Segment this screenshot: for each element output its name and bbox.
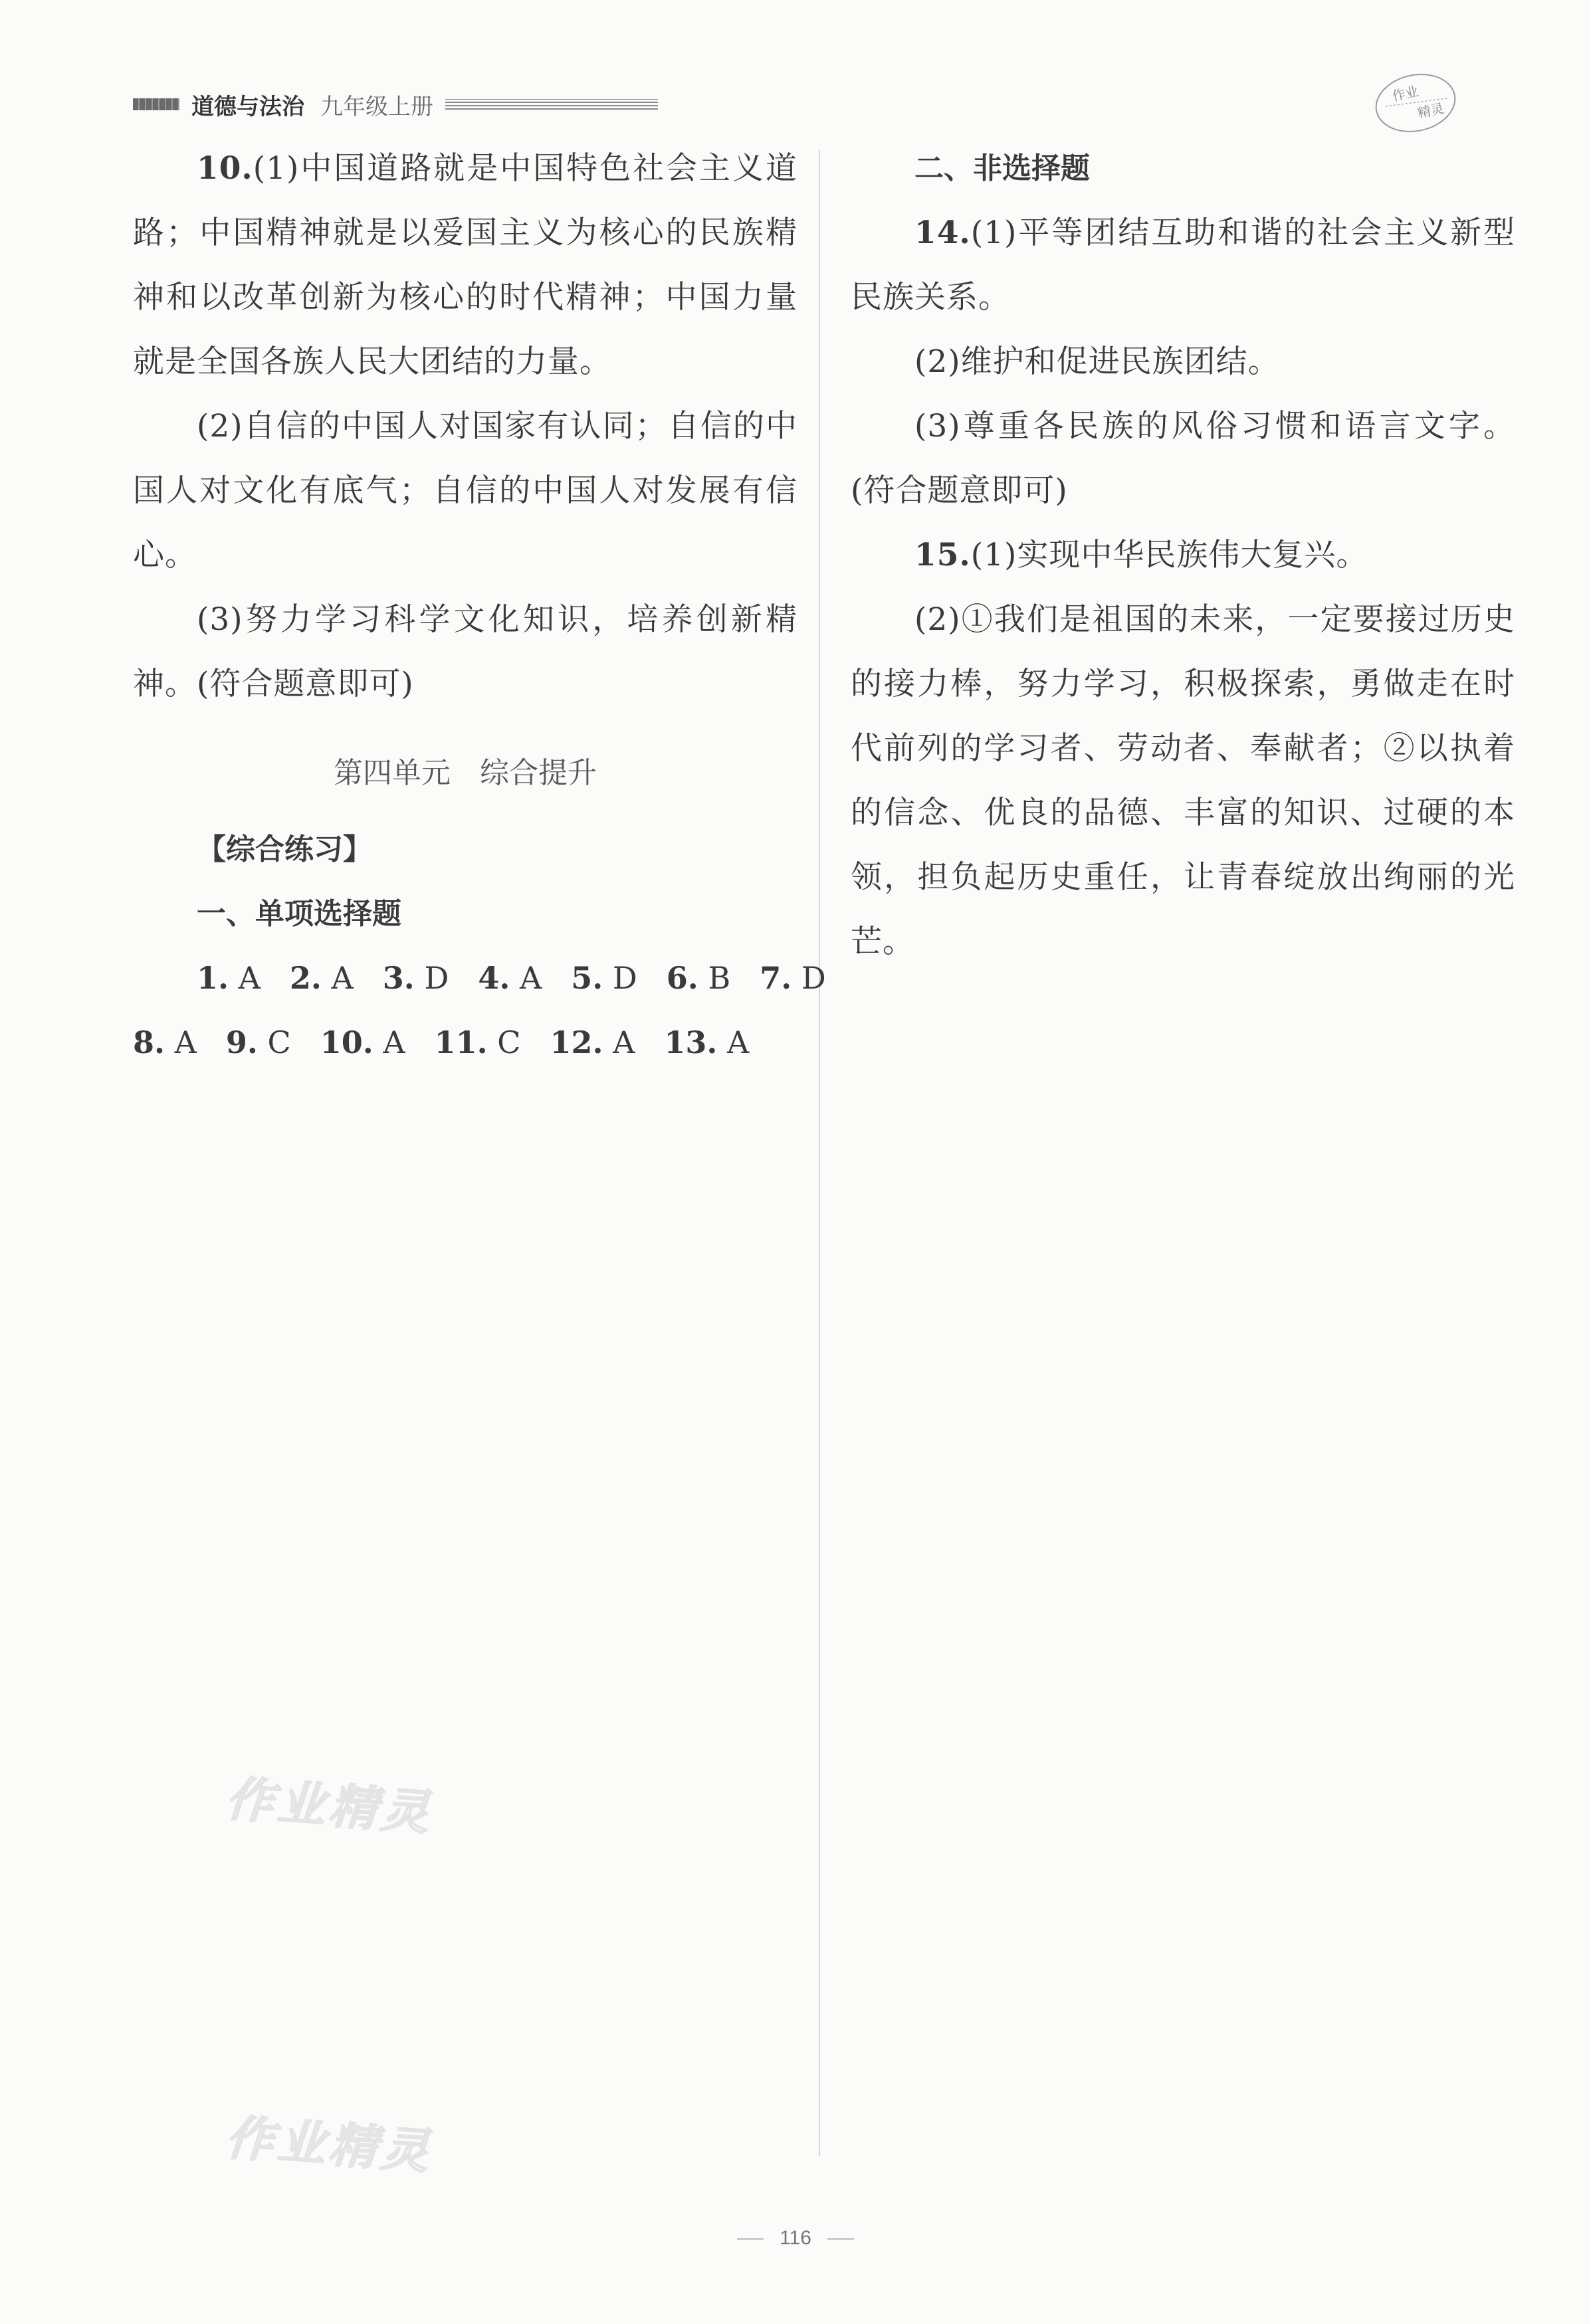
section1-title: 一、单项选择题 xyxy=(197,897,401,931)
answer-item xyxy=(550,1011,635,1075)
answers-row-1 xyxy=(133,946,826,1011)
q14-part1-text: (1)平等团结互助和谐的社会主义新型民族关系。 xyxy=(851,215,1515,316)
answer-choice: D xyxy=(424,960,449,996)
q14-number: 14. xyxy=(914,215,971,251)
q15-number: 15. xyxy=(914,537,971,573)
section2-title: 二、非选择题 xyxy=(914,151,1090,185)
q14-part2: (2)维护和促进民族团结。 xyxy=(914,343,1280,380)
q10-part3: (3)努力学习科学文化知识，培养创新精神。(符合题意即可) xyxy=(133,601,797,702)
answer-choice: A xyxy=(238,960,261,996)
page-number: 116 xyxy=(780,2227,811,2249)
answer-choice: C xyxy=(497,1024,521,1060)
answer-choice: A xyxy=(331,960,354,996)
answer-item xyxy=(435,1011,521,1075)
column-divider xyxy=(819,149,820,2156)
answer-item xyxy=(383,946,449,1011)
answer-choice: C xyxy=(267,1024,291,1060)
q15-part1-text: (1)实现中华民族伟大复兴。 xyxy=(970,537,1368,573)
watermark-2: 作业精灵 xyxy=(224,2109,435,2180)
answer-item xyxy=(760,946,826,1011)
answer-number: 7. xyxy=(760,960,792,996)
q15-part1 xyxy=(851,523,1515,587)
stamp-line2: 精灵 xyxy=(1416,100,1445,122)
q15-part2: (2)①我们是祖国的未来，一定要接过历史的接力棒，努力学习，积极探索，勇做走在时代前列的学习者、劳动者、奉献者；②以执着的信念、优良的品德、丰富的知识、过硬的本领，担负起历史重任，让青春绽放出绚丽的光芒。 xyxy=(851,601,1515,960)
answer-choice: D xyxy=(801,960,826,996)
header-rule-decoration xyxy=(445,99,658,110)
answer-choice: B xyxy=(708,960,731,996)
right-column xyxy=(851,136,1515,974)
footer-dash-left xyxy=(737,2238,764,2240)
answer-choice: A xyxy=(383,1024,405,1060)
header-bar-decoration xyxy=(133,98,179,110)
q14-part3: (3)尊重各民族的风俗习惯和语言文字。(符合题意即可) xyxy=(851,408,1515,509)
answer-choice: A xyxy=(519,960,542,996)
left-column xyxy=(133,136,826,1075)
q10-part1-text: (1)中国道路就是中国特色社会主义道路；中国精神就是以爱国主义为核心的民族精神和以改革创新为核心的时代精神；中国力量就是全国各族人民大团结的力量。 xyxy=(133,150,797,380)
answers-row-2 xyxy=(133,1011,797,1075)
answer-item xyxy=(226,1011,291,1075)
answer-number: 13. xyxy=(664,1024,718,1060)
answer-item xyxy=(133,1011,197,1075)
answer-item xyxy=(571,946,637,1011)
running-header xyxy=(133,88,658,121)
page-footer xyxy=(0,2227,1591,2250)
answer-number: 4. xyxy=(478,960,510,996)
answer-item xyxy=(667,946,730,1011)
q14-part1 xyxy=(851,201,1515,330)
stamp-line1: 作业 xyxy=(1390,82,1420,104)
q10-number: 10. xyxy=(197,150,253,187)
answer-number: 3. xyxy=(382,960,415,996)
stamp-logo xyxy=(1369,66,1462,140)
answer-number: 9. xyxy=(225,1024,258,1060)
answer-number: 10. xyxy=(320,1024,373,1060)
q10-part1 xyxy=(133,136,797,394)
answer-choice: A xyxy=(613,1024,635,1060)
answer-item xyxy=(664,1011,749,1075)
answer-item xyxy=(290,946,354,1011)
answer-number: 6. xyxy=(666,960,698,996)
header-grade: 九年级上册 xyxy=(320,93,433,120)
answer-number: 12. xyxy=(550,1024,603,1060)
answer-number: 1. xyxy=(197,960,229,996)
answer-choice: A xyxy=(174,1024,197,1060)
answer-number: 8. xyxy=(133,1024,165,1060)
practice-title: 【综合练习】 xyxy=(197,832,372,866)
answer-item xyxy=(320,1011,405,1075)
unit-title: 第四单元 综合提升 xyxy=(334,756,597,790)
q10-part2: (2)自信的中国人对国家有认同；自信的中国人对文化有底气；自信的中国人对发展有信心。 xyxy=(133,408,797,573)
answer-item xyxy=(197,946,261,1011)
answer-choice: A xyxy=(727,1024,750,1060)
answer-number: 2. xyxy=(289,960,322,996)
watermark-1: 作业精灵 xyxy=(224,1770,435,1841)
answer-choice: D xyxy=(612,960,637,996)
header-subject: 道德与法治 xyxy=(191,93,304,120)
footer-dash-right xyxy=(827,2238,854,2240)
answer-number: 11. xyxy=(434,1024,488,1060)
answer-number: 5. xyxy=(571,960,603,996)
answer-item xyxy=(478,946,542,1011)
